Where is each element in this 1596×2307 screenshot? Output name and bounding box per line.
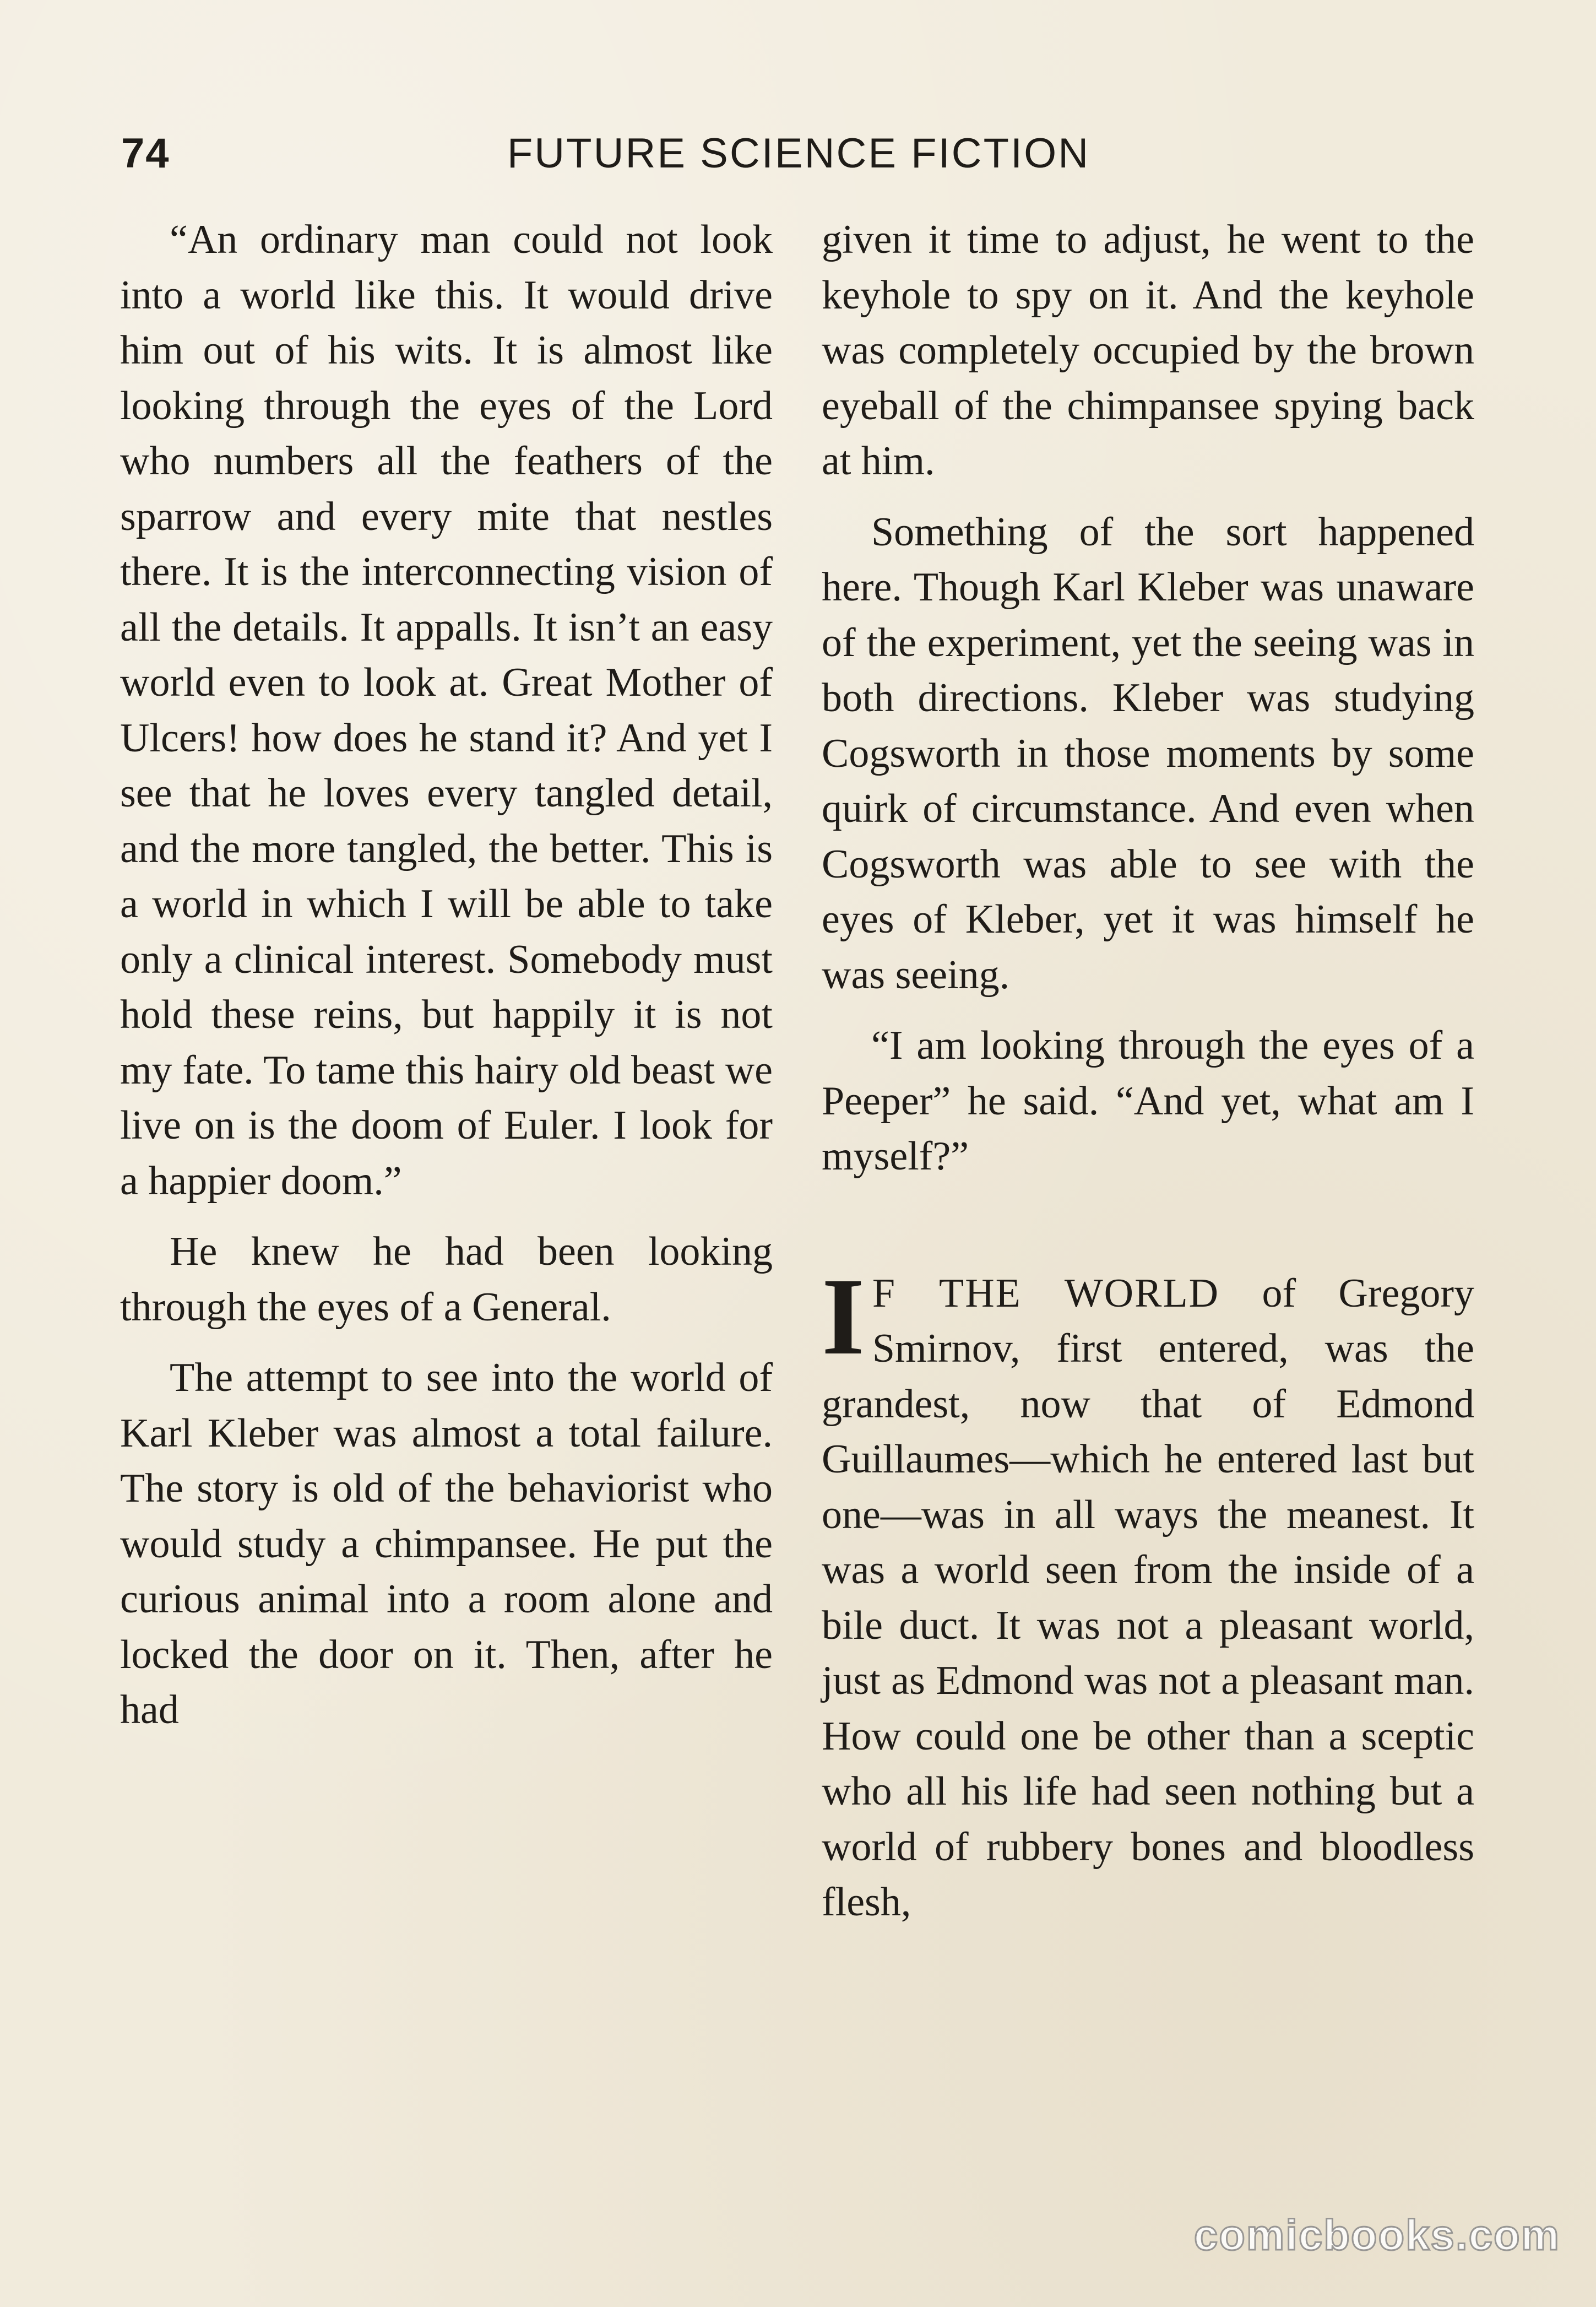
paragraph: “An ordinary man could not look into a world like this. It would drive him out of his wits. It is almost like looking through the eyes of the Lord who numbers all the feathers of the sparrow and every mite that nestles there. It is the interconnecting vision of all the details. It appalls. It isn’t an easy world even to look at. Great Mother of Ulcers! how does he stand it? And yet I see that he loves every tangled detail, and the more tangled, the better. This is a world in which I will be able to take only a clinical interest. Somebody must hold these reins, but happily it is not my fate. To tame this hairy old beast we live on is the doom of Euler. I look for a happier doom.”: [120, 217, 773, 1204]
page-header: [121, 129, 1476, 190]
lead-in-caps: F THE WORLD: [872, 1270, 1220, 1316]
left-text-column: [120, 212, 773, 1753]
section-break: [822, 1200, 1474, 1266]
paragraph: given it time to adjust, he went to the keyhole to spy on it. And the keyhole was completely occupied by the brown eyeball of the chimpansee spying back at him.: [822, 217, 1474, 484]
paragraph: “I am looking through the eyes of a Peeper” he said. “And yet, what am I myself?”: [822, 1023, 1474, 1179]
paragraph: The attempt to see into the world of Karl Kleber was almost a total failure. The story is old of the behaviorist who would study a chimpansee. He put the curious animal into a room alone and locked the door on it. Then, after he had: [120, 1355, 773, 1732]
paragraph: Something of the sort happened here. Though Karl Kleber was unaware of the experiment, yet the seeing was in both directions. Kleber was studying Cogsworth in those moments by some quirk of circumstance. And even when Cogsworth was able to see with the eyes of Kleber, yet it was himself he was seeing.: [822, 509, 1474, 998]
section-opening-paragraph: [822, 1255, 1474, 1930]
watermark-logo: comicbooks.com: [1193, 2211, 1560, 2259]
running-head-title: FUTURE SCIENCE FICTION: [507, 130, 1090, 177]
page-number: 74: [121, 130, 170, 177]
drop-cap: I: [822, 1255, 865, 1378]
right-text-column: [822, 212, 1474, 1946]
paragraph: He knew he had been looking through the eyes of a General.: [120, 1229, 773, 1330]
paragraph-text: of Gregory Smirnov, first entered, was the grandest, now that of Edmond Guillaumes—which he entered last but one—was in all ways the meanest. It was a world seen from the inside of a bile duct. It was not a pleasant world, just as Edmond was not a pleasant man. How could one be other than a sceptic who all his life had seen nothing but a world of rubbery bones and bloodless flesh,: [822, 1270, 1474, 1925]
